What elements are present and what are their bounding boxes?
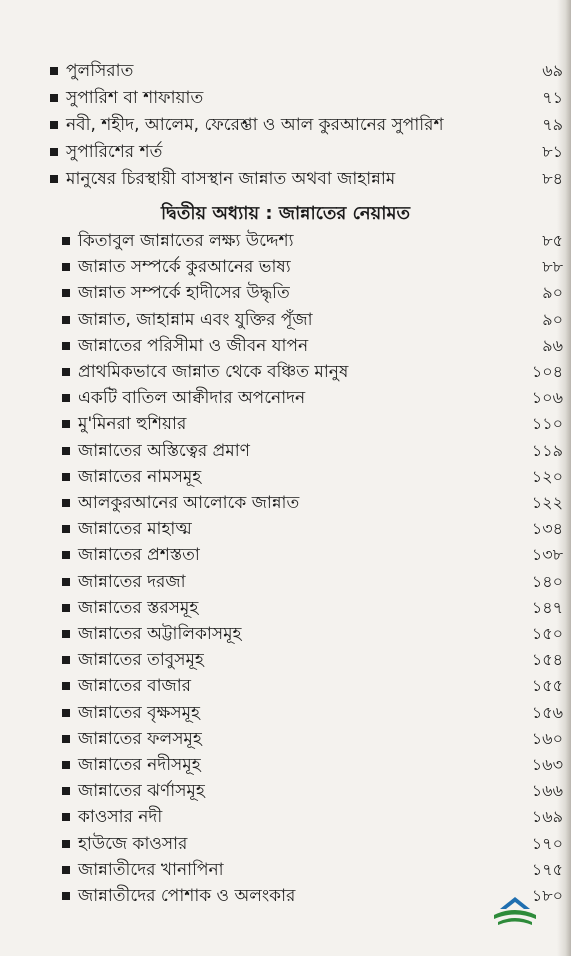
toc-entry[interactable] [0, 621, 571, 647]
bullet-icon [62, 289, 70, 297]
toc-entry-page: ১১৯ [531, 440, 563, 460]
toc-entry-page: ৬৯ [542, 61, 563, 80]
toc-entry-page: ১৩৪ [531, 519, 563, 539]
bullet-icon [50, 67, 58, 75]
toc-entry-title: হাউজে কাওসার [78, 833, 188, 854]
bullet-icon [62, 578, 70, 586]
toc-entry-title: জান্নাতীদের পোশাক ও অলংকার [78, 886, 296, 906]
toc-entry[interactable] [0, 280, 571, 306]
bullet-icon [62, 394, 70, 402]
bullet-icon [62, 420, 70, 428]
bullet-icon [50, 94, 58, 102]
toc-entry[interactable] [0, 58, 571, 84]
toc-entry[interactable] [0, 778, 571, 804]
toc-entry-title: জান্নাতের মাহাত্ম [78, 519, 192, 540]
toc-entry-page: ১০৪ [531, 362, 563, 381]
toc-entry-page: ১৬৬ [531, 781, 563, 801]
toc-entry-title: জান্নাতের তাবুসমূহ [78, 650, 204, 671]
toc-entry-title: জান্নাতের ঝর্ণাসমূহ [78, 781, 205, 802]
toc-entry[interactable] [0, 831, 571, 857]
toc-entry[interactable] [0, 883, 571, 909]
toc-entry[interactable] [0, 857, 571, 883]
toc-entry-page: ১৫৪ [531, 650, 563, 670]
toc-entry-title: জান্নাতের বৃক্ষসমূহ [78, 702, 200, 723]
toc-entry-page: ১৩৮ [531, 545, 563, 565]
toc-entry[interactable] [0, 726, 571, 752]
toc-entry[interactable] [0, 307, 571, 333]
bullet-icon [62, 787, 70, 795]
toc-entry-title: জান্নাতের বাজার [78, 676, 191, 697]
toc-entry-title: জান্নাতের অট্টালিকাসমূহ [78, 624, 242, 644]
toc-entry[interactable] [0, 385, 571, 411]
bullet-icon [62, 761, 70, 769]
toc-entry[interactable] [0, 464, 571, 490]
bullet-icon [62, 682, 70, 690]
bullet-icon [62, 237, 70, 245]
toc-entry-title: কিতাবুল জান্নাতের লক্ষ্য উদ্দেশ্য [78, 231, 294, 251]
toc-entry[interactable] [0, 542, 571, 568]
toc-entry-page: ৯৬ [542, 335, 563, 355]
bullet-icon [62, 840, 70, 848]
toc-entry[interactable] [0, 85, 571, 111]
toc-entry-page: ৮৮ [542, 257, 563, 277]
bullet-icon [62, 342, 70, 350]
toc-entry-title: জান্নাতের ফলসমূহ [78, 728, 202, 749]
bullet-icon [62, 813, 70, 821]
bullet-icon [62, 604, 70, 612]
toc-entry-page: ১৭০ [531, 833, 563, 853]
bullet-icon [62, 525, 70, 533]
toc-entry-title: পুলসিরাত [66, 61, 134, 81]
toc-entry-title: জান্নাত সম্পর্কে হাদীসের উদ্ধৃতি [78, 283, 290, 304]
bullet-icon [62, 447, 70, 455]
toc-entry-page: ১৫৫ [531, 676, 563, 696]
toc-entry-title: জান্নাতের প্রশস্ততা [78, 545, 200, 566]
toc-entry[interactable] [0, 333, 571, 359]
toc-entry-page: ১৪৭ [531, 597, 563, 617]
toc-entry-title: নবী, শহীদ, আলেম, ফেরেশ্তা ও আল কুরআনের সুপারিশ [66, 115, 444, 135]
bullet-icon [62, 263, 70, 271]
bullet-icon [62, 368, 70, 376]
toc-entry-page: ৮৪ [542, 169, 563, 188]
bullet-icon [62, 656, 70, 664]
toc-entry[interactable] [0, 804, 571, 830]
bullet-icon [50, 175, 58, 183]
toc-entry[interactable] [0, 438, 571, 464]
bullet-icon [62, 473, 70, 481]
toc-entry-title: জান্নাতীদের খানাপিনা [78, 859, 224, 880]
bullet-icon [62, 735, 70, 743]
toc-entry-page: ৭১ [542, 88, 563, 107]
bullet-icon [62, 499, 70, 507]
toc-entry-title: জান্নাতের নামসমূহ [78, 466, 202, 487]
toc-entry-page: ১২০ [531, 466, 563, 486]
toc-entry-page: ৯০ [542, 309, 563, 329]
bullet-icon [62, 709, 70, 717]
toc-entry-title: সুপারিশ বা শাফায়াত [66, 88, 204, 108]
toc-entry-page: ১০৬ [531, 388, 563, 408]
toc-entry-title: আলকুরআনের আলোকে জান্নাত [78, 493, 300, 513]
toc-entry[interactable] [0, 569, 571, 595]
toc-entry-page: ১৭৫ [531, 859, 563, 879]
toc-entry[interactable] [0, 254, 571, 280]
toc-entry-title: মু'মিনরা হুশিয়ার [78, 414, 187, 435]
toc-entry-page: ১১০ [531, 414, 563, 434]
toc-entry[interactable] [0, 516, 571, 542]
bullet-icon [62, 630, 70, 638]
toc-entry[interactable] [0, 359, 571, 385]
toc-entry-title: জান্নাত, জাহান্নাম এবং যুক্তির পূঁজা [78, 309, 313, 330]
bullet-icon [62, 551, 70, 559]
toc-entry-page: ১৬৯ [531, 807, 563, 827]
toc-entry-page: ৮৫ [542, 231, 563, 250]
toc-entry-page: ১৬০ [531, 728, 563, 748]
toc-entry-title: জান্নাতের নদীসমূহ [78, 755, 201, 775]
toc-entry-title: প্রাথমিকভাবে জান্নাত থেকে বঞ্চিত মানুষ [78, 362, 349, 382]
toc-entry-page: ১২২ [531, 493, 563, 512]
toc-entry[interactable] [0, 752, 571, 778]
publisher-logo [490, 895, 540, 931]
toc-entry-page: ৯০ [542, 283, 563, 303]
toc-entry[interactable] [0, 112, 571, 138]
toc-entry[interactable] [0, 166, 571, 192]
bullet-icon [62, 892, 70, 900]
toc-entry[interactable] [0, 411, 571, 437]
toc-entry-title: জান্নাতের দরজা [78, 571, 186, 592]
toc-entry[interactable] [0, 139, 571, 165]
toc-entry-page: ১৫০ [531, 624, 563, 643]
toc-entry-title: জান্নাতের অস্তিত্বের প্রমাণ [78, 440, 250, 461]
toc-entry-title: মানুষের চিরস্থায়ী বাসস্থান জান্নাত অথবা জাহান্নাম [66, 169, 396, 189]
toc-entry-title: একটি বাতিল আক্বীদার অপনোদন [78, 388, 306, 409]
toc-entry[interactable] [0, 700, 571, 726]
bullet-icon [62, 866, 70, 874]
toc-entry[interactable] [0, 490, 571, 516]
toc-entry-title: কাওসার নদী [78, 807, 163, 828]
toc-entry-page: ১৮০ [531, 886, 563, 905]
toc-entry-page: ১৫৬ [531, 702, 563, 722]
toc-entry-title: জান্নাতের স্তরসমূহ [78, 597, 199, 618]
bullet-icon [62, 316, 70, 324]
toc-entry[interactable] [0, 595, 571, 621]
chapter-heading: দ্বিতীয় অধ্যায় : জান্নাতের নেয়ামত [161, 203, 410, 224]
bullet-icon [50, 148, 58, 156]
toc-entry[interactable] [0, 228, 571, 254]
toc-entry[interactable] [0, 647, 571, 673]
toc-entry-page: ৮১ [542, 142, 563, 161]
toc-entry-page: ৭৯ [542, 115, 563, 134]
bullet-icon [50, 121, 58, 129]
toc-entry-title: সুপারিশের শর্ত [66, 142, 163, 162]
toc-entry-page: ১৬৩ [531, 755, 563, 774]
toc-entry-title: জান্নাত সম্পর্কে কুরআনের ভাষ্য [78, 257, 291, 278]
toc-entry-title: জান্নাতের পরিসীমা ও জীবন যাপন [78, 335, 309, 356]
toc-entry[interactable] [0, 673, 571, 699]
toc-entry-page: ১৪০ [531, 571, 563, 591]
